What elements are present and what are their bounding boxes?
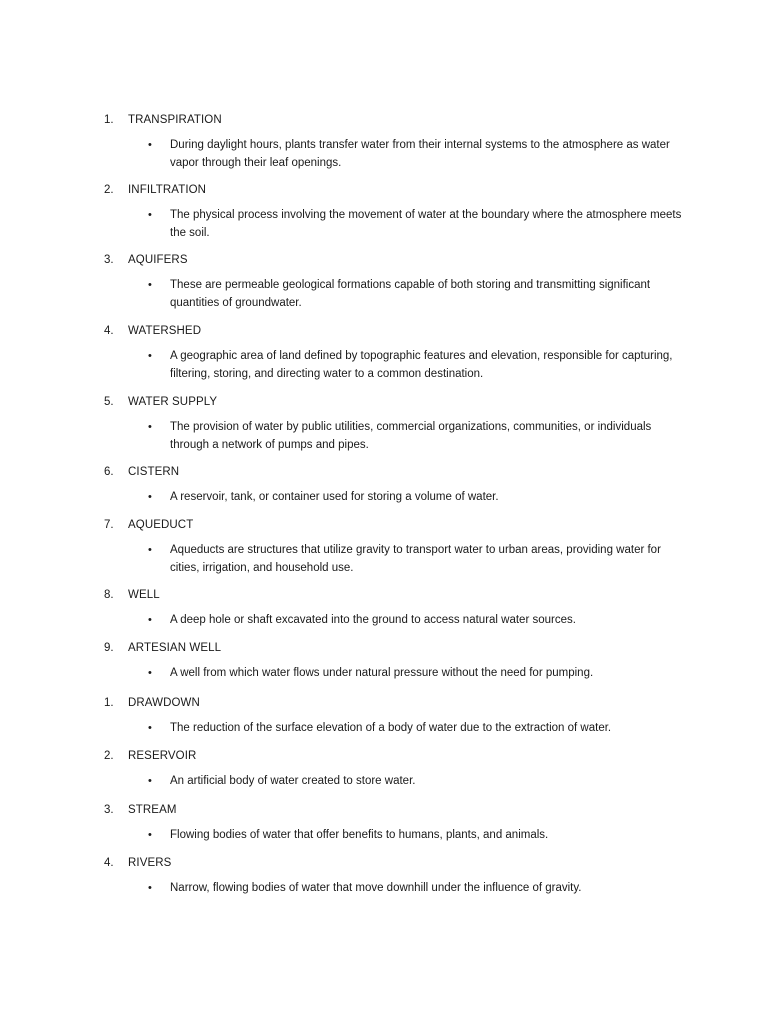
definition-line	[0, 542, 768, 577]
term-heading: ARTESIAN WELL	[128, 642, 222, 654]
item-number: 4.	[104, 857, 114, 869]
list-item	[0, 854, 768, 898]
list-item	[0, 181, 768, 242]
bullet-icon: •	[148, 722, 152, 734]
term-line	[0, 181, 768, 199]
item-number: 6.	[104, 466, 114, 478]
list-item	[0, 801, 768, 845]
bullet-icon: •	[148, 829, 152, 841]
definition-text: The reduction of the surface elevation of a body of water due to the extraction of water.	[170, 722, 612, 734]
term-line	[0, 463, 768, 481]
item-number: 8.	[104, 589, 114, 601]
term-heading: AQUEDUCT	[128, 519, 194, 531]
definition-text: The provision of water by public utilities, commercial organizations, communities, or individuals through a network of pumps and pipes.	[170, 421, 652, 451]
definition-line	[0, 773, 768, 791]
bullet-icon: •	[148, 350, 152, 362]
definition-line	[0, 348, 768, 383]
bullet-icon: •	[148, 775, 152, 787]
bullet-icon: •	[148, 614, 152, 626]
definition-line	[0, 827, 768, 845]
definition-text: These are permeable geological formations capable of both storing and transmitting significant quantities of groundwater.	[170, 279, 651, 309]
definition-text: Narrow, flowing bodies of water that move downhill under the influence of gravity.	[170, 882, 582, 894]
term-line	[0, 393, 768, 411]
list-item	[0, 251, 768, 312]
list-item	[0, 694, 768, 738]
definition-text: Flowing bodies of water that offer benefits to humans, plants, and animals.	[170, 829, 549, 841]
definition-text: During daylight hours, plants transfer water from their internal systems to the atmosphere as water vapor through their leaf openings.	[170, 139, 670, 169]
definition-line	[0, 720, 768, 738]
term-heading: WELL	[128, 589, 160, 601]
term-heading: STREAM	[128, 804, 177, 816]
term-line	[0, 251, 768, 269]
term-line	[0, 111, 768, 129]
term-line	[0, 854, 768, 872]
list-item	[0, 639, 768, 683]
term-heading: CISTERN	[128, 466, 180, 478]
list-item	[0, 747, 768, 791]
item-number: 9.	[104, 642, 114, 654]
item-number: 4.	[104, 325, 114, 337]
term-line	[0, 747, 768, 765]
term-line	[0, 801, 768, 819]
term-heading: WATERSHED	[128, 325, 202, 337]
list-item	[0, 393, 768, 454]
definition-line	[0, 137, 768, 172]
list-item	[0, 463, 768, 507]
item-number: 1.	[104, 114, 114, 126]
bullet-icon: •	[148, 882, 152, 894]
item-number: 2.	[104, 750, 114, 762]
definition-line	[0, 880, 768, 898]
definition-line	[0, 207, 768, 242]
term-heading: RIVERS	[128, 857, 172, 869]
term-heading: RESERVOIR	[128, 750, 197, 762]
list-item	[0, 586, 768, 630]
bullet-icon: •	[148, 544, 152, 556]
definition-line	[0, 419, 768, 454]
term-line	[0, 586, 768, 604]
item-number: 3.	[104, 804, 114, 816]
definition-line	[0, 277, 768, 312]
term-line	[0, 516, 768, 534]
term-line	[0, 639, 768, 657]
bullet-icon: •	[148, 279, 152, 291]
item-number: 1.	[104, 697, 114, 709]
definition-line	[0, 489, 768, 507]
bullet-icon: •	[148, 421, 152, 433]
definition-line	[0, 612, 768, 630]
term-heading: TRANSPIRATION	[128, 114, 222, 126]
bullet-icon: •	[148, 139, 152, 151]
definition-text: A deep hole or shaft excavated into the ground to access natural water sources.	[170, 614, 576, 626]
term-line	[0, 694, 768, 712]
list-item	[0, 322, 768, 383]
term-heading: WATER SUPPLY	[128, 396, 218, 408]
list-item	[0, 111, 768, 172]
definition-text: A geographic area of land defined by topographic features and elevation, responsible for capturing, filtering, storing, and directing water to a common destination.	[170, 350, 673, 380]
bullet-icon: •	[148, 491, 152, 503]
term-line	[0, 322, 768, 340]
definition-text: A reservoir, tank, or container used for storing a volume of water.	[170, 491, 499, 503]
item-number: 5.	[104, 396, 114, 408]
bullet-icon: •	[148, 667, 152, 679]
list-item	[0, 516, 768, 577]
term-heading: INFILTRATION	[128, 184, 207, 196]
definition-text: A well from which water flows under natural pressure without the need for pumping.	[170, 667, 594, 679]
definition-text: The physical process involving the movement of water at the boundary where the atmosphere meets the soil.	[170, 209, 682, 239]
item-number: 3.	[104, 254, 114, 266]
definition-line	[0, 665, 768, 683]
item-number: 2.	[104, 184, 114, 196]
definition-text: Aqueducts are structures that utilize gravity to transport water to urban areas, providing water for cities, irrigation, and household use.	[170, 544, 661, 574]
bullet-icon: •	[148, 209, 152, 221]
term-heading: DRAWDOWN	[128, 697, 200, 709]
term-heading: AQUIFERS	[128, 254, 188, 266]
definition-text: An artificial body of water created to store water.	[170, 775, 416, 787]
item-number: 7.	[104, 519, 114, 531]
